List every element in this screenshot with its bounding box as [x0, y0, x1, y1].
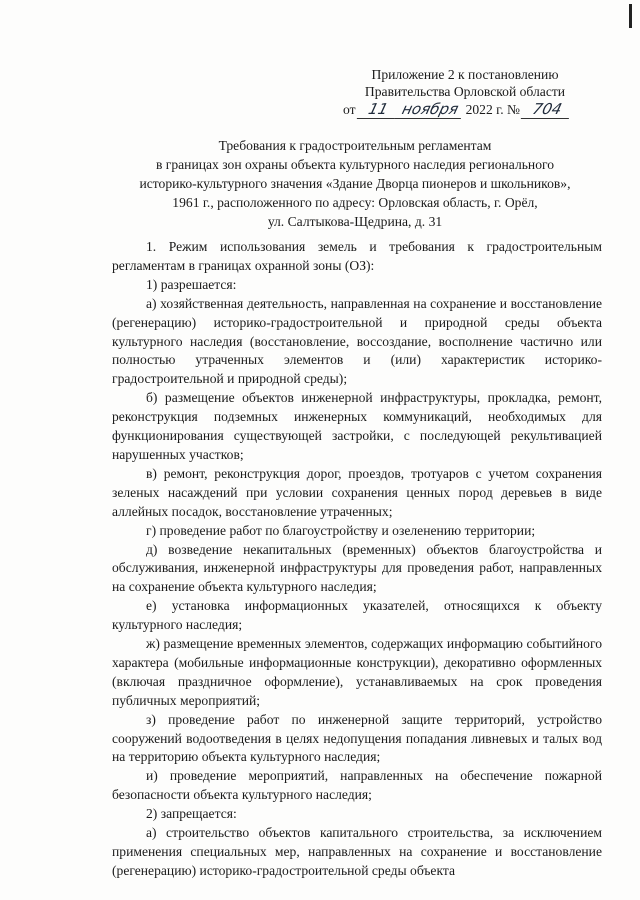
year-text: 2022 г. № — [465, 102, 520, 117]
document-body — [112, 238, 602, 881]
appendix-header — [340, 66, 590, 119]
handwritten-month: ноября — [394, 101, 464, 119]
title-line-3: историко-культурного значения «Здание Дворца пионеров и школьников», — [139, 176, 571, 191]
prohibited-item-a: а) строительство объектов капитального строительства, за исключением применения специальных мер, направленных на сохранение и восстановление (регенерацию) историко-градостроительной среды объекта — [112, 825, 602, 878]
allowed-item-v: в) ремонт, реконструкция дорог, проездов, тротуаров с учетом сохранения зеленых насаждений при условии сохранения ценных пород деревьев в виде аллейных посадок, восстановление утраченных; — [112, 465, 602, 519]
allowed-heading: 1) разрешается: — [146, 276, 237, 292]
title-line-5: ул. Салтыкова-Щедрина, д. 31 — [267, 214, 443, 229]
allowed-item-zh: ж) размещение временных элементов, содержащих информацию событийного характера (мобильные информационные конструкции), декоративно оформленных (включая праздничное оформление), устанавливаемых на срок проведения публичных мероприятий; — [112, 636, 602, 708]
handwritten-day: 11 — [356, 101, 398, 119]
allowed-item-d: д) возведение некапитальных (временных) объектов благоустройства и обслуживания, инженерной инфраструктуры для проведения работ, направленных на сохранение объекта культурного наследия; — [112, 541, 602, 595]
title-line-1: Требования к градостроительным регламентам — [218, 138, 492, 153]
handwritten-number: 704 — [521, 101, 573, 119]
title-line-4: 1961 г., расположенного по адресу: Орловская область, г. Орёл, — [172, 195, 538, 210]
section-1-heading: 1. Режим использования земель и требования к градостроительным регламентам в границах охранной зоны (ОЗ): — [112, 239, 602, 273]
scan-edge-mark — [629, 4, 632, 28]
allowed-item-g: г) проведение работ по благоустройству и озеленению территории; — [146, 522, 536, 538]
allowed-item-i: и) проведение мероприятий, направленных на обеспечение пожарной безопасности объекта культурного наследия; — [112, 768, 602, 803]
government-label: Правительства Орловской области — [364, 84, 566, 99]
decree-date-line — [340, 101, 590, 119]
from-label: от — [343, 102, 356, 117]
title-line-2: в границах зон охраны объекта культурного наследия регионального — [155, 157, 555, 172]
allowed-item-a: а) хозяйственная деятельность, направленная на сохранение и восстановление (регенерацию) историко-градостроительной и природной среды объекта культурного наследия (восстановление, воссоздание, восполнение частично или полностью утраченных элементов и (или) характеристик историко-градостроительной и природной среды); — [112, 295, 602, 387]
appendix-label: Приложение 2 к постановлению — [371, 67, 559, 82]
allowed-item-e: е) установка информационных указателей, относящихся к объекту культурного наследия; — [112, 598, 602, 633]
document-title — [120, 136, 590, 231]
prohibited-heading: 2) запрещается: — [146, 806, 237, 822]
allowed-item-b: б) размещение объектов инженерной инфраструктуры, прокладка, ремонт, реконструкция подземных инженерных коммуникаций, необходимых для функционирования существующей застройки, с последующей рекультивацией нарушенных участков; — [112, 390, 602, 462]
allowed-item-z: з) проведение работ по инженерной защите территорий, устройство сооружений водоотведения в целях недопущения попадания ливневых и талых вод на территорию объекта культурного наследия; — [112, 711, 602, 765]
